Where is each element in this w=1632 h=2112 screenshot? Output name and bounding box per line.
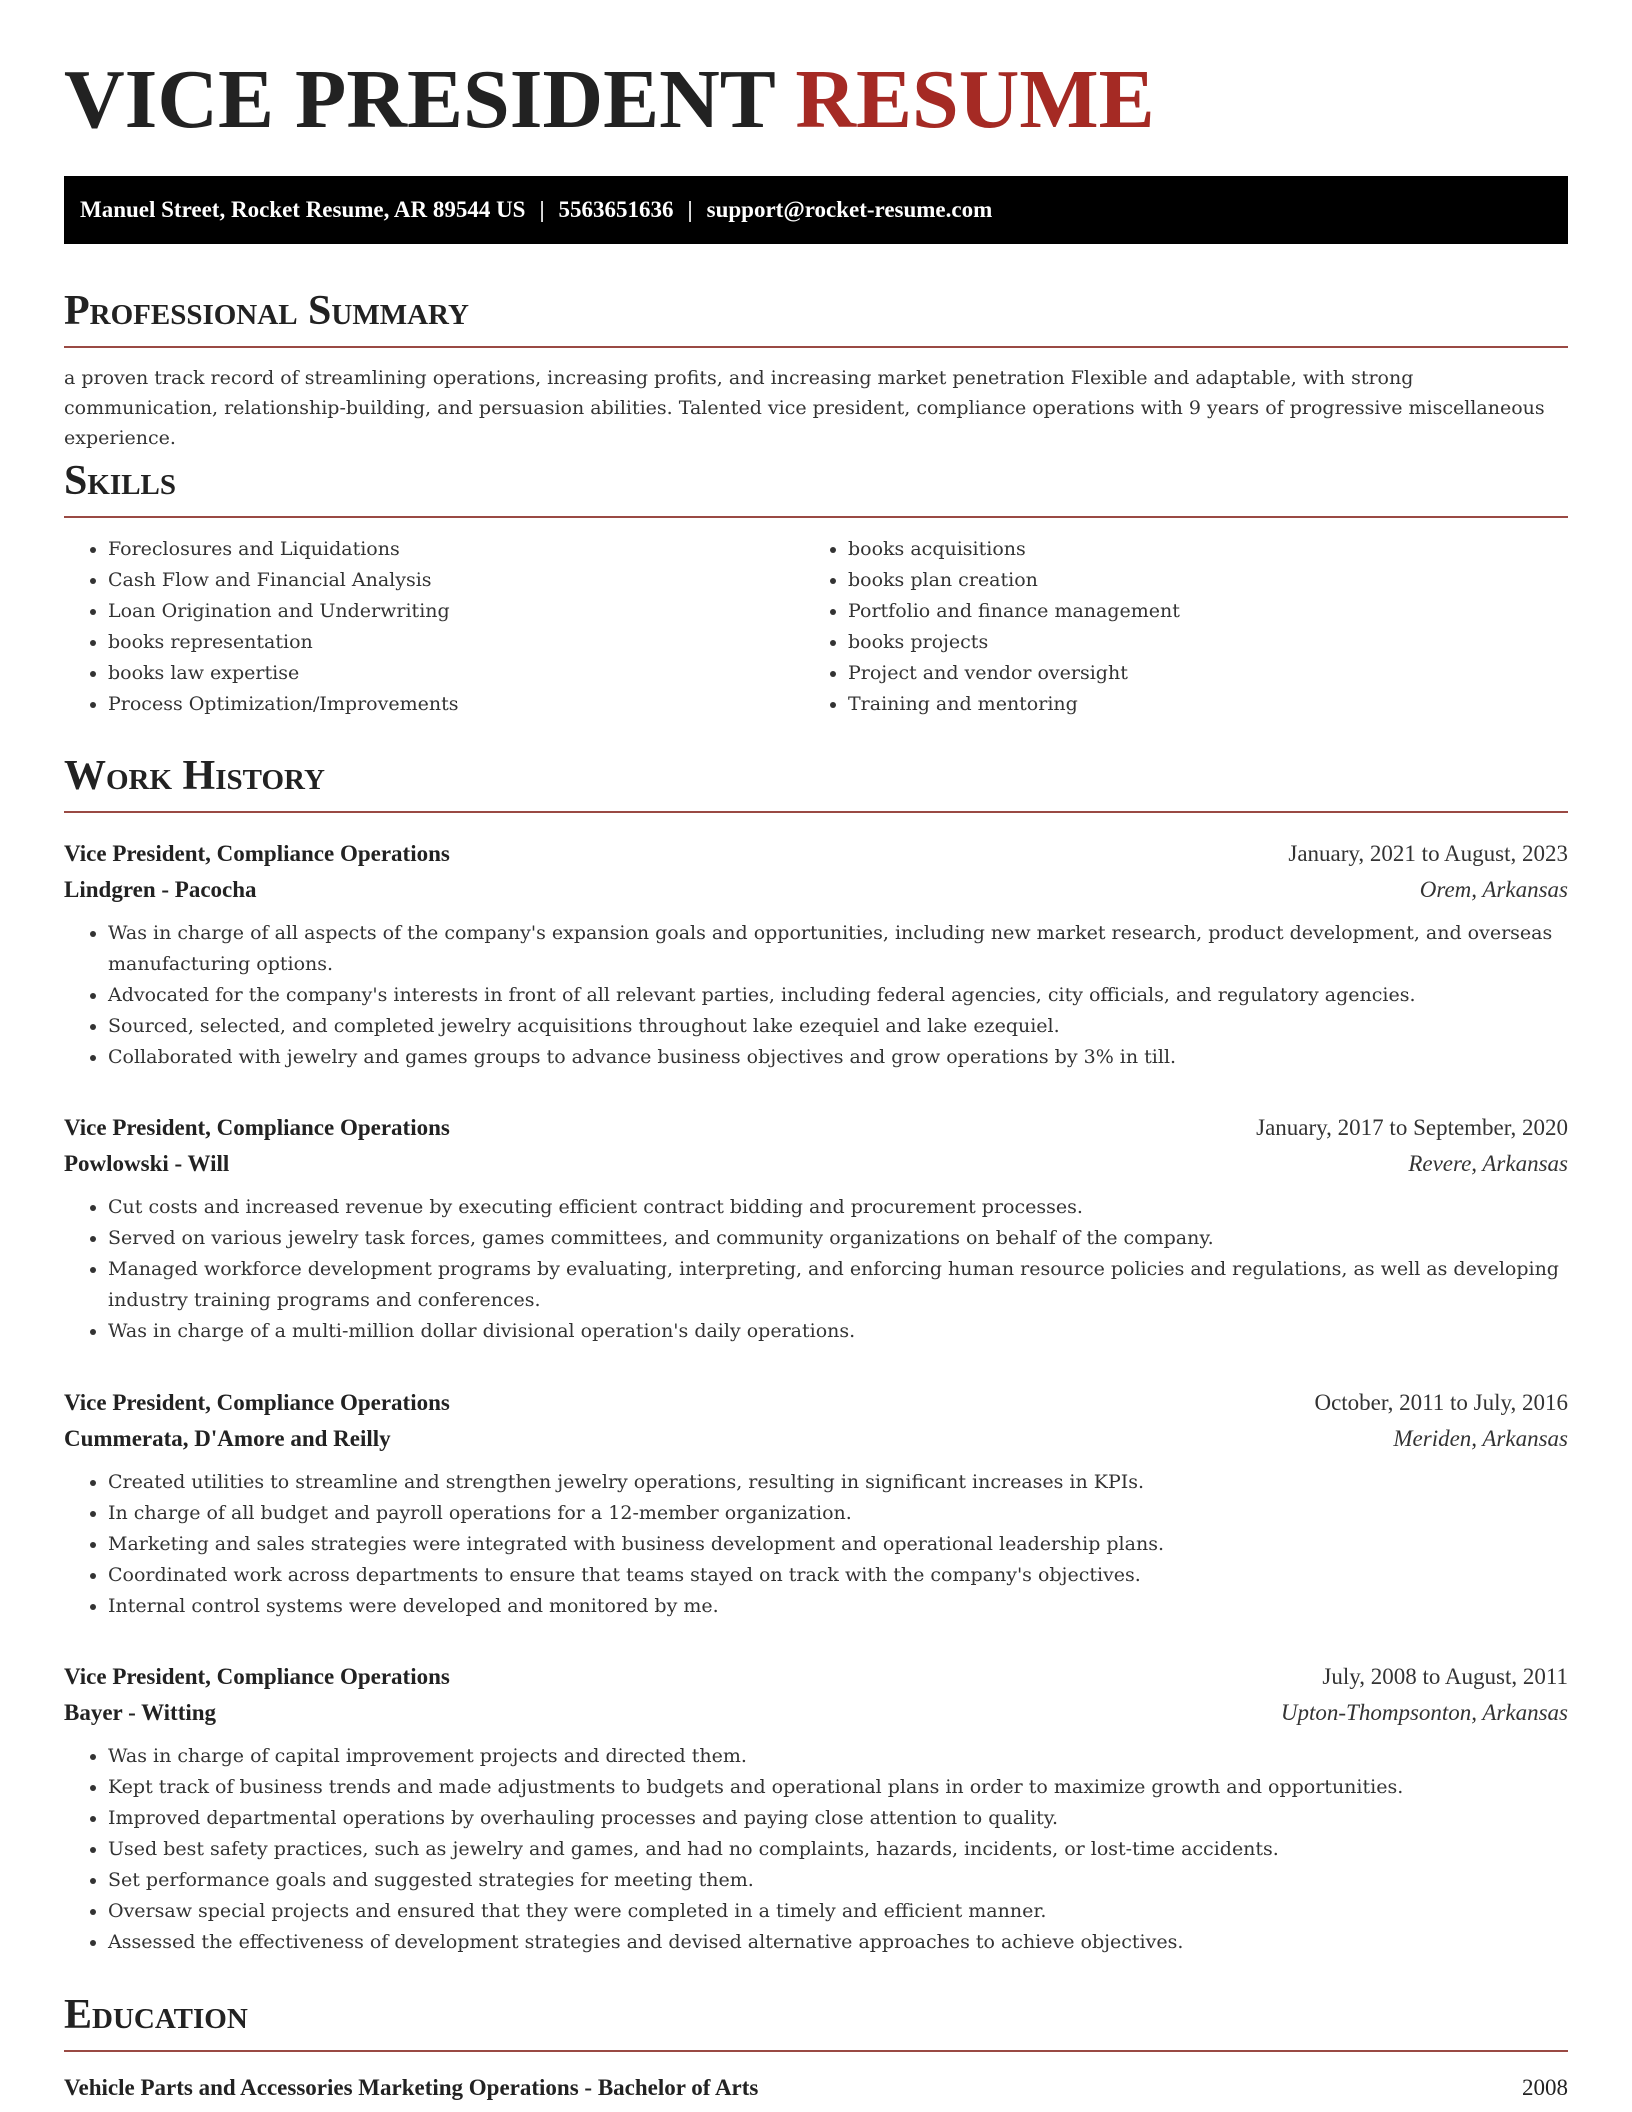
- education-year: 2008: [1522, 2075, 1568, 2100]
- job-bullet: • Advocated for the company's interests in front of all relevant parties, including federal agencies, city officials, and regulatory agencies.: [108, 980, 1568, 1011]
- skill-item: • books acquisitions: [848, 534, 1544, 565]
- job-title: Vice President, Compliance Operations: [64, 1390, 450, 1415]
- skill-item: • books projects: [848, 627, 1544, 658]
- education-entry: [64, 2070, 1568, 2106]
- skills-list-left: [64, 534, 804, 720]
- summary-heading: Professional Summary: [64, 288, 469, 334]
- contact-email: support@rocket-resume.com: [706, 197, 993, 222]
- job-dates: January, 2021 to August, 2023: [1288, 841, 1568, 866]
- work-heading: Work History: [64, 753, 325, 799]
- job-location: Upton-Thompsonton, Arkansas: [1280, 1700, 1568, 1725]
- title-part-2: RESUME: [795, 53, 1155, 146]
- job-company: Lindgren - Pacocha: [64, 877, 257, 902]
- job-bullets: [64, 1192, 1568, 1347]
- job-location: Orem, Arkansas: [1419, 877, 1568, 902]
- job-dates: July, 2008 to August, 2011: [1322, 1664, 1568, 1689]
- job-bullet: • Set performance goals and suggested strategies for meeting them.: [108, 1865, 1568, 1896]
- job-bullet: • Used best safety practices, such as jewelry and games, and had no complaints, hazards, incidents, or lost-time accidents.: [108, 1834, 1568, 1865]
- skill-item: • Training and mentoring: [848, 689, 1544, 720]
- section-rule: [64, 2050, 1568, 2052]
- job-company: Powlowski - Will: [64, 1151, 230, 1176]
- contact-phone: 5563651636: [558, 197, 674, 222]
- job-location: Revere, Arkansas: [1408, 1151, 1568, 1176]
- skill-item: • Loan Origination and Underwriting: [108, 596, 804, 627]
- skill-item: • Process Optimization/Improvements: [108, 689, 804, 720]
- job-bullet: • Was in charge of all aspects of the company's expansion goals and opportunities, including new market research, product development, and overseas manufacturing options.: [108, 918, 1568, 980]
- work-section: [64, 755, 1568, 813]
- job-bullets: [64, 918, 1568, 1073]
- skill-item: • books representation: [108, 627, 804, 658]
- job-bullet: • Managed workforce development programs by evaluating, interpreting, and enforcing human resource policies and regulations, as well as developing industry training programs and conferences.: [108, 1254, 1568, 1316]
- job-bullet: • Assessed the effectiveness of development strategies and devised alternative approaches to achieve objectives.: [108, 1927, 1568, 1958]
- job-bullet: • Collaborated with jewelry and games groups to advance business objectives and grow operations by 3% in till.: [108, 1042, 1568, 1073]
- job-bullet: • In charge of all budget and payroll operations for a 12-member organization.: [108, 1498, 1568, 1529]
- skill-item: • Portfolio and finance management: [848, 596, 1544, 627]
- title-part-1: VICE PRESIDENT: [64, 53, 775, 146]
- resume-title: [64, 53, 1155, 146]
- job-bullets: [64, 1467, 1568, 1622]
- job-company: Bayer - Witting: [64, 1700, 217, 1725]
- section-rule: [64, 346, 1568, 348]
- skill-item: • Project and vendor oversight: [848, 658, 1544, 689]
- section-rule: [64, 811, 1568, 813]
- skill-item: • books plan creation: [848, 565, 1544, 596]
- job-location: Meriden, Arkansas: [1393, 1426, 1568, 1451]
- summary-section: [64, 290, 1568, 453]
- job-entry: [64, 1385, 1568, 1622]
- job-company: Cummerata, D'Amore and Reilly: [64, 1426, 391, 1451]
- skill-item: • Cash Flow and Financial Analysis: [108, 565, 804, 596]
- contact-bar: [64, 176, 1568, 244]
- job-bullet: • Was in charge of capital improvement projects and directed them.: [108, 1741, 1568, 1772]
- job-entry: [64, 1659, 1568, 1958]
- job-bullets: [64, 1741, 1568, 1958]
- education-degree: Vehicle Parts and Accessories Marketing Operations - Bachelor of Arts: [64, 2075, 759, 2100]
- job-bullet: • Was in charge of a multi-million dollar divisional operation's daily operations.: [108, 1316, 1568, 1347]
- job-bullet: • Marketing and sales strategies were integrated with business development and operational leadership plans.: [108, 1529, 1568, 1560]
- job-entry: [64, 836, 1568, 1073]
- job-dates: January, 2017 to September, 2020: [1256, 1115, 1568, 1140]
- job-bullet: • Cut costs and increased revenue by executing efficient contract bidding and procurement processes.: [108, 1192, 1568, 1223]
- contact-separator: |: [539, 197, 545, 222]
- contact-separator: |: [687, 197, 693, 222]
- job-bullet: • Coordinated work across departments to ensure that teams stayed on track with the company's objectives.: [108, 1560, 1568, 1591]
- job-bullet: • Internal control systems were developed and monitored by me.: [108, 1591, 1568, 1622]
- section-rule: [64, 516, 1568, 518]
- job-bullet: • Created utilities to streamline and strengthen jewelry operations, resulting in significant increases in KPIs.: [108, 1467, 1568, 1498]
- skills-section: [64, 460, 1568, 720]
- contact-address: Manuel Street, Rocket Resume, AR 89544 US: [80, 197, 526, 222]
- job-title: Vice President, Compliance Operations: [64, 1115, 450, 1140]
- job-bullet: • Served on various jewelry task forces, games committees, and community organizations on behalf of the company.: [108, 1223, 1568, 1254]
- education-heading: Education: [64, 1992, 248, 2038]
- job-title: Vice President, Compliance Operations: [64, 841, 450, 866]
- education-section: [64, 1994, 1568, 2106]
- skills-heading: Skills: [64, 458, 177, 504]
- job-entry: [64, 1110, 1568, 1347]
- skill-item: • books law expertise: [108, 658, 804, 689]
- job-bullet: • Improved departmental operations by overhauling processes and paying close attention to quality.: [108, 1803, 1568, 1834]
- skills-columns: [64, 534, 1568, 720]
- skill-item: • Foreclosures and Liquidations: [108, 534, 804, 565]
- summary-text: a proven track record of streamlining operations, increasing profits, and increasing market penetration Flexible and adaptable, with strong communication, relationship-building, and persuasion abilities. Talented vice president, compliance operations with 9 years of progressive miscellaneous experience.: [64, 367, 1545, 449]
- job-bullet: • Sourced, selected, and completed jewelry acquisitions throughout lake ezequiel and lake ezequiel.: [108, 1011, 1568, 1042]
- skills-list-right: [804, 534, 1544, 720]
- job-bullet: • Kept track of business trends and made adjustments to budgets and operational plans in order to maximize growth and opportunities.: [108, 1772, 1568, 1803]
- job-dates: October, 2011 to July, 2016: [1314, 1390, 1568, 1415]
- job-title: Vice President, Compliance Operations: [64, 1664, 450, 1689]
- job-bullet: • Oversaw special projects and ensured that they were completed in a timely and efficient manner.: [108, 1896, 1568, 1927]
